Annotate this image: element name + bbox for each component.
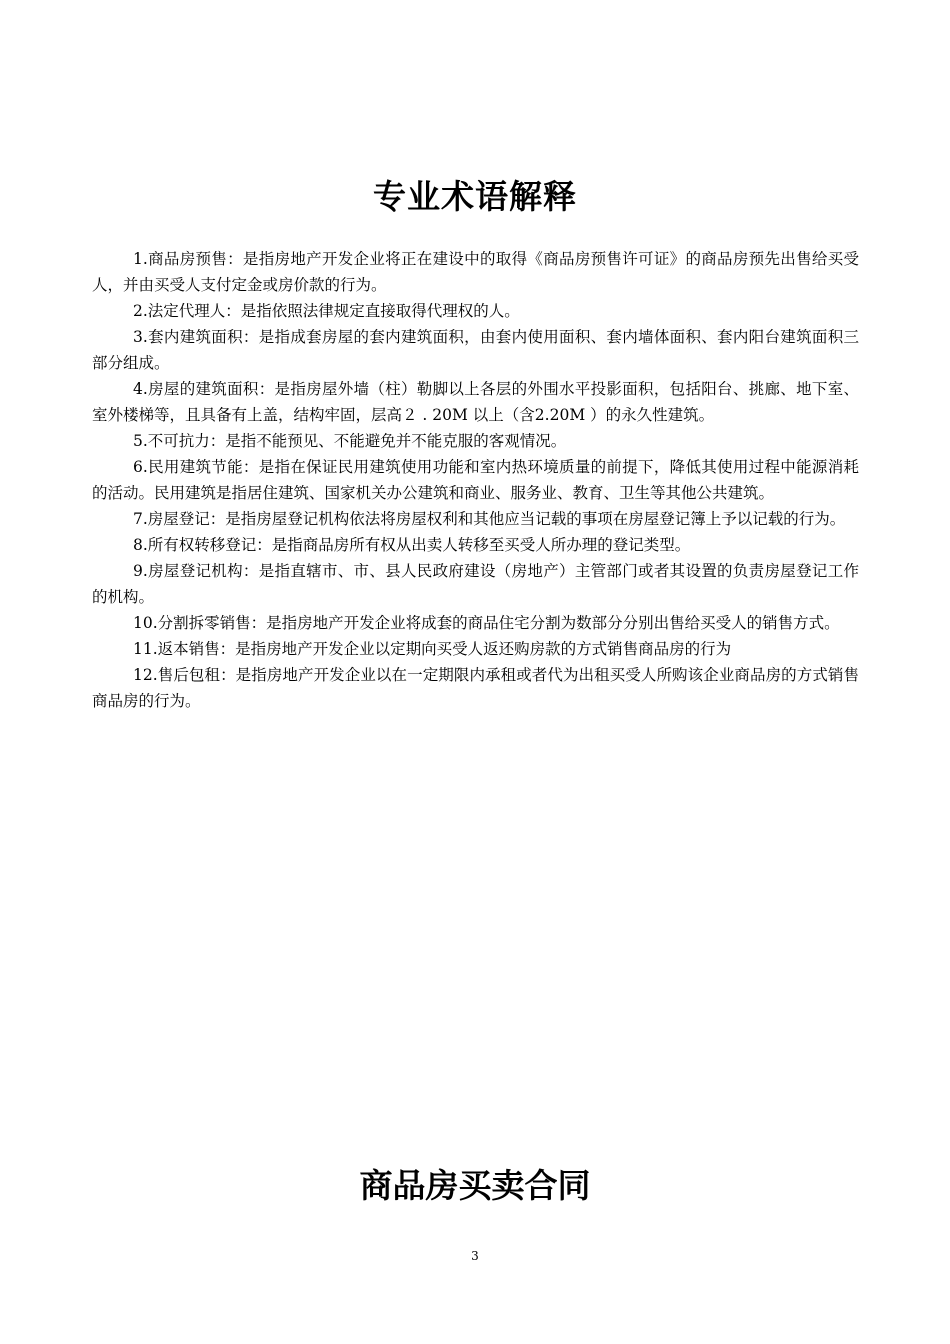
contract-title: 商品房买卖合同 (359, 1166, 591, 1205)
term-item: 11.返本销售：是指房地产开发企业以定期向买受人返还购房款的方式销售商品房的行为 (133, 640, 732, 658)
term-item: 10.分割拆零销售：是指房地产开发企业将成套的商品住宅分割为数部分分别出售给买受人的销售方式。 (133, 614, 840, 632)
page-number: 3 (471, 1249, 479, 1263)
term-item: 7.房屋登记：是指房屋登记机构依法将房屋权利和其他应当记载的事项在房屋登记簿上予以记载的行为。 (133, 510, 846, 528)
page-title: 专业术语解释 (373, 177, 577, 216)
term-item: 6.民用建筑节能：是指在保证民用建筑使用功能和室内热环境质量的前提下，降低其使用过程中能源消耗的活动。民用建筑是指居住建筑、国家机关办公建筑和商业、服务业、教育、卫生等其他公共建筑。 (92, 458, 859, 502)
terms-list (92, 246, 859, 714)
term-item: 8.所有权转移登记：是指商品房所有权从出卖人转移至买受人所办理的登记类型。 (133, 536, 691, 554)
term-item: 12.售后包租：是指房地产开发企业以在一定期限内承租或者代为出租买受人所购该企业商品房的方式销售商品房的行为。 (92, 666, 859, 710)
term-item: 5.不可抗力：是指不能预见、不能避免并不能克服的客观情况。 (133, 432, 567, 450)
term-item: 2.法定代理人：是指依照法律规定直接取得代理权的人。 (133, 302, 520, 320)
term-item: 9.房屋登记机构：是指直辖市、市、县人民政府建设（房地产）主管部门或者其设置的负责房屋登记工作的机构。 (92, 562, 859, 606)
term-item: 4.房屋的建筑面积：是指房屋外墙（柱）勒脚以上各层的外围水平投影面积，包括阳台、挑廊、地下室、室外楼梯等，且具备有上盖，结构牢固，层高２ . 20M 以上（含2.20M ）的永久性建筑。 (92, 380, 859, 424)
term-item: 1.商品房预售：是指房地产开发企业将正在建设中的取得《商品房预售许可证》的商品房预先出售给买受人，并由买受人支付定金或房价款的行为。 (92, 250, 859, 294)
term-item: 3.套内建筑面积：是指成套房屋的套内建筑面积，由套内使用面积、套内墙体面积、套内阳台建筑面积三部分组成。 (92, 328, 859, 372)
